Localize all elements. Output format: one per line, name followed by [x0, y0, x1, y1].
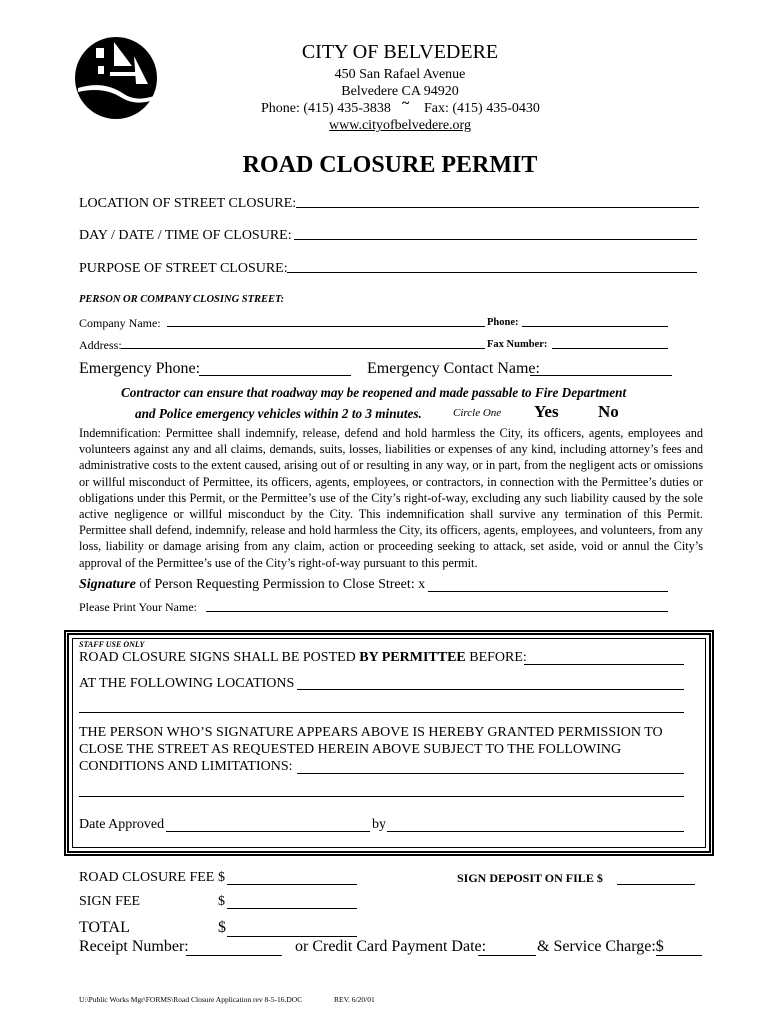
address-line-2: Belvedere CA 94920: [341, 84, 459, 99]
deposit-field[interactable]: [617, 871, 695, 885]
footer-revision: REV. 6/20/01: [334, 995, 375, 1004]
sign-fee-field[interactable]: [227, 895, 357, 909]
header-separator: ~: [402, 96, 410, 111]
road-fee-field[interactable]: [227, 871, 357, 885]
conditions-field[interactable]: [297, 760, 684, 774]
phone-field[interactable]: [522, 314, 668, 327]
signature-label-bold: Signature: [79, 577, 136, 592]
indemnification-text: Indemnification: Permittee shall indemnify, release, defend and hold harmless the City, its officers, agents, employees and volunteers against any and all claims, demands, suits, losses, liabilities or expenses of any kind, including attorney’s fees and administrative costs to the extent caused, arising out of or resulting in any way, or in part, from the negligent acts or omissions or willful misconduct of Permittee, its officers, agents, employees, or contractors, in connection with the Permittee’s duties or obligations under this Permit, or the Permittee’s use of the City’s right-of-way, excluding any such liability caused by the sole active negligence or willful misconduct by the City. This indemnification shall survive any termination of this Permit. Permittee shall defend, indemnify, release and hold harmless the City, its officers, agents, employees, and volunteers, from any loss, liability or damage arising from any claim, action or proceeding seeking to attack, set aside, void or annul the City’s approval of the Permittee’s use of the City’s right-of-way pursuant to this permit.: [79, 426, 703, 570]
signs-post: BEFORE:: [465, 650, 527, 665]
phone-label: Phone:: [487, 317, 519, 328]
grant-line-3: CONDITIONS AND LIMITATIONS:: [79, 759, 293, 774]
signs-pre: ROAD CLOSURE SIGNS SHALL BE POSTED: [79, 650, 360, 665]
fax-label: Fax Number:: [487, 339, 548, 350]
signs-before-field[interactable]: [524, 651, 684, 665]
sign-fee-dollar: $: [218, 894, 225, 909]
daydate-field[interactable]: [294, 226, 697, 240]
emergency-contact-label: Emergency Contact Name:: [367, 360, 540, 377]
contractor-line-1: Contractor can ensure that roadway may be reopened and made passable to Fire Department: [121, 385, 627, 400]
address-field[interactable]: [121, 336, 485, 349]
by-label: by: [372, 817, 386, 832]
receipt-field[interactable]: [186, 940, 282, 956]
deposit-label: SIGN DEPOSIT ON FILE $: [457, 871, 603, 885]
date-approved-label: Date Approved: [79, 817, 165, 832]
fax-field[interactable]: [552, 336, 668, 349]
location-label: LOCATION OF STREET CLOSURE:: [79, 196, 297, 211]
sign-fee-label: SIGN FEE: [79, 894, 141, 909]
page-title: ROAD CLOSURE PERMIT: [242, 152, 538, 178]
address-line-1: 450 San Rafael Avenue: [334, 67, 466, 82]
grant-line-1: THE PERSON WHO’S SIGNATURE APPEARS ABOVE IS HEREBY GRANTED PERMISSION TO: [79, 725, 663, 740]
locations-field-2[interactable]: [79, 700, 684, 713]
service-charge-field[interactable]: [656, 940, 702, 956]
road-fee-dollar: $: [218, 870, 225, 885]
approved-by-field[interactable]: [387, 818, 684, 832]
total-field[interactable]: [227, 921, 357, 937]
address-label: Address:: [79, 338, 122, 352]
print-name-field[interactable]: [206, 599, 668, 612]
daydate-label: DAY / DATE / TIME OF CLOSURE:: [79, 228, 292, 243]
purpose-label: PURPOSE OF STREET CLOSURE:: [79, 261, 288, 276]
company-label: Company Name:: [79, 316, 161, 330]
location-field[interactable]: [296, 194, 699, 208]
total-label: TOTAL: [79, 919, 130, 936]
city-name: CITY OF BELVEDERE: [301, 41, 499, 63]
conditions-field-2[interactable]: [79, 784, 684, 797]
contractor-line-2: and Police emergency vehicles within 2 to 3 minutes.: [135, 406, 422, 421]
emergency-phone-field[interactable]: [199, 360, 351, 376]
company-field[interactable]: [167, 314, 485, 327]
header-phone: Phone: (415) 435-3838: [261, 101, 391, 116]
signs-posted-label: [79, 650, 527, 666]
locations-label: AT THE FOLLOWING LOCATIONS: [79, 676, 295, 691]
total-dollar: $: [218, 919, 226, 936]
service-label: & Service Charge:$: [537, 938, 664, 955]
grant-line-2: CLOSE THE STREET AS REQUESTED HEREIN ABOVE SUBJECT TO THE FOLLOWING: [79, 742, 622, 757]
locations-field[interactable]: [297, 676, 684, 690]
signature-label-rest: of Person Requesting Permission to Close Street: x: [135, 577, 426, 592]
emergency-contact-field[interactable]: [530, 360, 672, 376]
city-logo: [74, 36, 158, 120]
print-name-label: Please Print Your Name:: [79, 600, 197, 614]
header-fax: Fax: (415) 435-0430: [424, 101, 540, 116]
signature-field[interactable]: [428, 578, 668, 592]
signature-label: [79, 577, 425, 593]
credit-label: or Credit Card Payment Date:: [295, 938, 487, 955]
receipt-label: Receipt Number:: [79, 938, 189, 955]
circle-one-label: Circle One: [453, 407, 502, 419]
road-fee-label: ROAD CLOSURE FEE: [79, 870, 215, 885]
purpose-field[interactable]: [287, 259, 697, 273]
no-option[interactable]: No: [598, 402, 619, 421]
footer-path: U:\Public Works Mgr\FORMS\Road Closure Application rev 8-5-16.DOC: [79, 995, 303, 1004]
yes-option[interactable]: Yes: [534, 402, 559, 421]
staff-heading: STAFF USE ONLY: [79, 640, 145, 649]
emergency-phone-label: Emergency Phone:: [79, 360, 201, 377]
signs-bold: BY PERMITTEE: [359, 650, 466, 665]
person-heading: PERSON OR COMPANY CLOSING STREET:: [79, 294, 285, 305]
date-approved-field[interactable]: [166, 818, 370, 832]
website-link[interactable]: www.cityofbelvedere.org: [329, 118, 471, 133]
credit-date-field[interactable]: [478, 940, 536, 956]
